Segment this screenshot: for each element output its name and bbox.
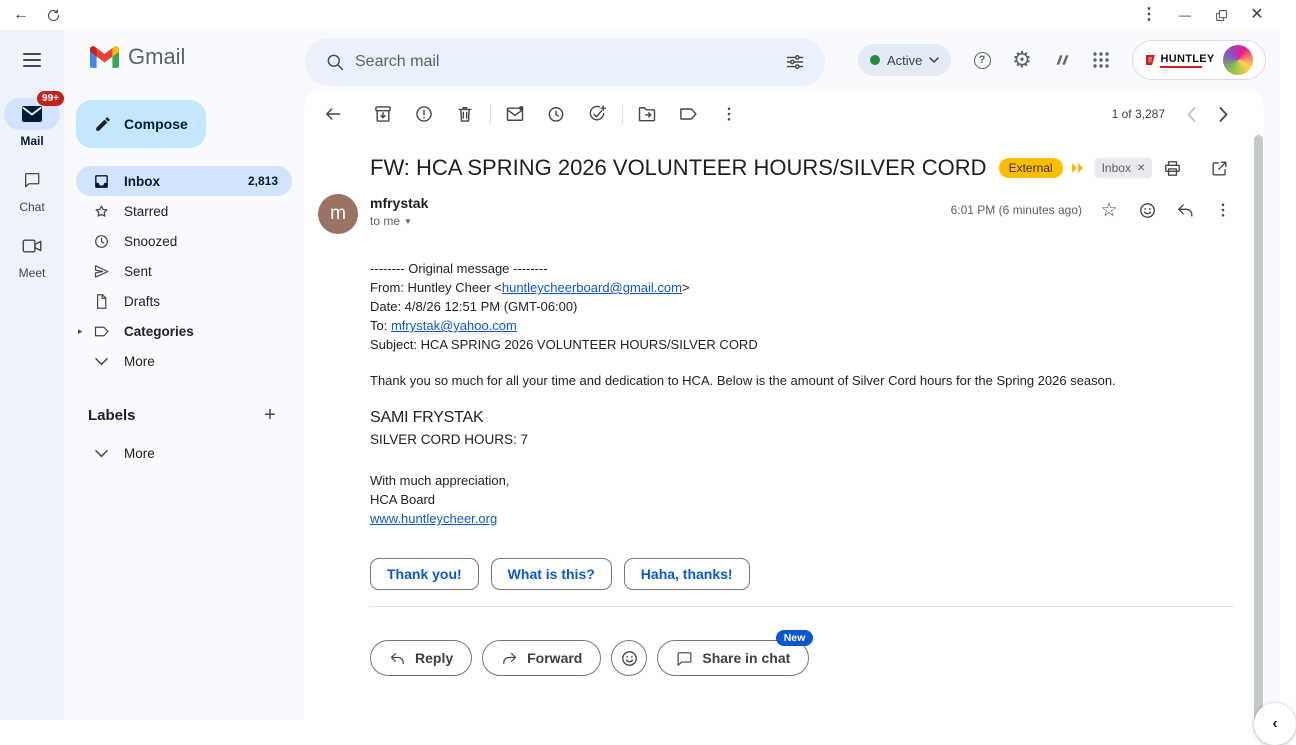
- user-avatar: [1223, 45, 1253, 75]
- subject-line: Subject: HCA SPRING 2026 VOLUNTEER HOURS/SILVER CORD: [370, 337, 758, 352]
- chevron-down-icon: [95, 357, 108, 366]
- sidebar-item-sent[interactable]: Sent: [76, 256, 292, 286]
- archive-button[interactable]: [367, 98, 399, 130]
- gear-icon: ⚙: [1012, 47, 1032, 72]
- label-icon: [93, 323, 110, 340]
- main-menu-button[interactable]: [8, 36, 56, 84]
- sender-row: [318, 194, 1242, 234]
- workspace-tools-button[interactable]: [1042, 40, 1082, 80]
- browser-menu-icon[interactable]: ⋮: [1141, 6, 1157, 23]
- remove-label-icon[interactable]: ✕: [1136, 162, 1146, 174]
- search-button[interactable]: [315, 42, 355, 82]
- smart-replies: [370, 558, 1234, 590]
- expand-caret-icon[interactable]: ▸: [78, 325, 83, 336]
- sidebar-item-categories[interactable]: ▸ Categories: [78, 323, 194, 339]
- recipient-details-button[interactable]: to me ▼: [370, 214, 412, 228]
- to-email-link[interactable]: mfrystak@yahoo.com: [390, 318, 517, 333]
- gmail-app: [0, 30, 1280, 732]
- browser-bar: [0, 0, 1280, 30]
- sender-name: mfrystak: [370, 195, 429, 211]
- mail-unread-badge: 99+: [37, 91, 64, 106]
- forward-button[interactable]: Forward: [482, 640, 601, 676]
- active-status-dot: [870, 55, 880, 65]
- apps-grid-icon: [1092, 51, 1110, 69]
- closing-line-2: HCA Board: [370, 492, 436, 507]
- org-flag-icon: [1145, 54, 1157, 66]
- archive-icon: [373, 104, 393, 124]
- chevron-right-icon: [1219, 107, 1228, 122]
- pencil-icon: [94, 115, 112, 133]
- sidebar-item-starred[interactable]: Starred: [76, 196, 292, 226]
- recipient-name-line: SAMI FRYSTAK: [370, 409, 484, 426]
- subject-row: [370, 152, 1239, 184]
- help-icon: ?: [974, 52, 991, 69]
- tune-icon: [785, 52, 805, 72]
- sidebar-item-drafts[interactable]: Drafts: [76, 286, 292, 316]
- smart-reply-2[interactable]: What is this?: [491, 558, 612, 590]
- left-rail: [0, 30, 64, 720]
- to-line: To: mfrystak@yahoo.com: [370, 318, 517, 333]
- inbox-label-chip[interactable]: Inbox ✕: [1095, 158, 1153, 178]
- trash-icon: [455, 104, 475, 124]
- mail-pane: [304, 90, 1264, 720]
- labels-heading: Labels: [88, 406, 136, 424]
- search-bar[interactable]: [305, 38, 825, 86]
- emoji-icon: [620, 649, 639, 668]
- sidebar-item-snoozed[interactable]: Snoozed: [76, 226, 292, 256]
- report-icon: [414, 104, 434, 124]
- chevron-left-icon: [1187, 107, 1196, 122]
- from-email-link[interactable]: huntleycheerboard@gmail.com: [501, 280, 682, 295]
- forward-arrow-icon: [501, 650, 518, 667]
- open-in-new-button[interactable]: [1204, 152, 1236, 184]
- compose-button[interactable]: Compose: [76, 100, 206, 148]
- mail-toolbar: [304, 90, 1264, 138]
- email-subject: FW: HCA SPRING 2026 VOLUNTEER HOURS/SILVER CORD: [370, 155, 987, 180]
- scrollbar-thumb[interactable]: [1254, 135, 1263, 720]
- reply-arrow-icon: [389, 650, 406, 667]
- newer-email-button[interactable]: [1175, 98, 1207, 130]
- external-badge: External: [999, 158, 1063, 178]
- chevron-down-icon: [929, 57, 939, 63]
- body-paragraph: Thank you so much for all your time and dedication to HCA. Below is the amount of Silver Cord hours for the Spring 2026 season.: [370, 373, 1116, 388]
- delete-button[interactable]: [449, 98, 481, 130]
- toolbar-divider: [622, 104, 623, 124]
- more-options-button[interactable]: [713, 98, 745, 130]
- closing-line-1: With much appreciation,: [370, 473, 510, 488]
- print-icon: [1163, 159, 1182, 178]
- labels-more-item[interactable]: More: [76, 438, 292, 468]
- mail-icon: [22, 106, 42, 122]
- snooze-button[interactable]: [540, 98, 572, 130]
- reply-icon: [1176, 201, 1195, 220]
- google-apps-button[interactable]: [1081, 40, 1121, 80]
- search-filters-button[interactable]: [775, 42, 815, 82]
- smart-reply-3[interactable]: Haha, thanks!: [624, 558, 750, 590]
- more-vert-icon: [1214, 201, 1232, 219]
- sidebar-item-more[interactable]: More: [76, 346, 292, 376]
- send-icon: [93, 263, 110, 280]
- search-icon: [325, 52, 345, 72]
- app-name: Gmail: [128, 44, 186, 69]
- browser-back-icon[interactable]: ←: [13, 6, 29, 23]
- inbox-count: 2,813: [247, 174, 278, 188]
- window-minimize-icon[interactable]: —: [1179, 8, 1191, 22]
- org-logo: HUNTLEY: [1145, 53, 1214, 68]
- email-body: [370, 259, 1234, 528]
- email-actions: [370, 632, 1234, 676]
- mark-unread-button[interactable]: [499, 98, 531, 130]
- older-email-button[interactable]: [1207, 98, 1239, 130]
- rail-item-meet[interactable]: Meet: [0, 230, 64, 280]
- pagination-count: 1 of 3,287: [1111, 107, 1165, 121]
- snooze-clock-icon: [546, 104, 566, 124]
- emoji-icon: [1138, 201, 1157, 220]
- chevron-left-icon: ‹: [1272, 715, 1278, 732]
- mark-unread-icon: [505, 104, 525, 124]
- arrow-left-icon: [323, 104, 343, 124]
- meet-icon: [22, 238, 42, 254]
- message-more-button[interactable]: [1207, 194, 1239, 226]
- label-icon: [678, 104, 698, 124]
- window-close-icon[interactable]: ✕: [1250, 6, 1264, 23]
- clock-icon: [93, 233, 110, 250]
- labels-button[interactable]: [672, 98, 704, 130]
- sidebar-item-inbox[interactable]: Inbox 2,813: [76, 166, 292, 196]
- sender-avatar[interactable]: m: [318, 194, 358, 234]
- hours-line: SILVER CORD HOURS: 7: [370, 432, 529, 447]
- reply-button-icon[interactable]: [1169, 194, 1201, 226]
- open-in-new-icon: [1210, 159, 1229, 178]
- window-restore-icon[interactable]: [1210, 4, 1232, 26]
- workspace-tools-icon: [1052, 50, 1072, 70]
- chevron-down-icon: ▼: [404, 216, 412, 226]
- email-timestamp: 6:01 PM (6 minutes ago): [950, 203, 1082, 217]
- inbox-icon: [93, 173, 110, 190]
- sidebar: [64, 30, 304, 720]
- toolbar-divider: [490, 104, 491, 124]
- chevron-down-icon: [95, 449, 108, 458]
- print-button[interactable]: [1157, 152, 1189, 184]
- quote-header: -------- Original message --------: [370, 261, 548, 276]
- more-vert-icon: [720, 105, 738, 123]
- back-to-inbox-button[interactable]: [317, 98, 349, 130]
- create-label-button[interactable]: +: [264, 403, 276, 426]
- importance-marker-icon[interactable]: [1071, 161, 1087, 175]
- rail-item-mail[interactable]: 99+ Mail: [0, 98, 64, 148]
- new-feature-badge: New: [776, 630, 814, 646]
- body-divider: [370, 606, 1234, 607]
- add-task-icon: [587, 104, 607, 124]
- smart-reply-1[interactable]: Thank you!: [370, 558, 479, 590]
- add-emoji-reaction-button[interactable]: [611, 640, 647, 676]
- from-line: From: Huntley Cheer <huntleycheerboard@gmail.com>: [370, 280, 690, 295]
- star-icon: [93, 203, 110, 220]
- search-input[interactable]: [355, 53, 775, 71]
- report-spam-button[interactable]: [408, 98, 440, 130]
- browser-reload-icon[interactable]: [42, 4, 64, 26]
- status-chip[interactable]: Active: [858, 44, 951, 76]
- draft-icon: [93, 293, 110, 310]
- rail-item-chat[interactable]: Chat: [0, 164, 64, 214]
- chat-icon: [23, 171, 41, 189]
- add-reaction-button[interactable]: [1131, 194, 1163, 226]
- chat-bubble-icon: [676, 650, 693, 667]
- move-to-button[interactable]: [631, 98, 663, 130]
- settings-button[interactable]: [1002, 40, 1042, 80]
- account-chip[interactable]: [1132, 40, 1266, 80]
- star-icon: ☆: [1100, 199, 1118, 221]
- share-in-chat-button[interactable]: Share in chat: [657, 640, 809, 676]
- hamburger-icon: [23, 49, 41, 71]
- add-to-tasks-button[interactable]: [581, 98, 613, 130]
- help-button[interactable]: [962, 40, 1002, 80]
- folder-move-icon: [637, 104, 657, 124]
- reply-button[interactable]: Reply: [370, 640, 472, 676]
- show-side-panel-button[interactable]: [1254, 703, 1296, 745]
- website-link[interactable]: www.huntleycheer.org: [370, 511, 498, 526]
- star-email-button[interactable]: [1093, 194, 1125, 226]
- date-line: Date: 4/8/26 12:51 PM (GMT-06:00): [370, 299, 578, 314]
